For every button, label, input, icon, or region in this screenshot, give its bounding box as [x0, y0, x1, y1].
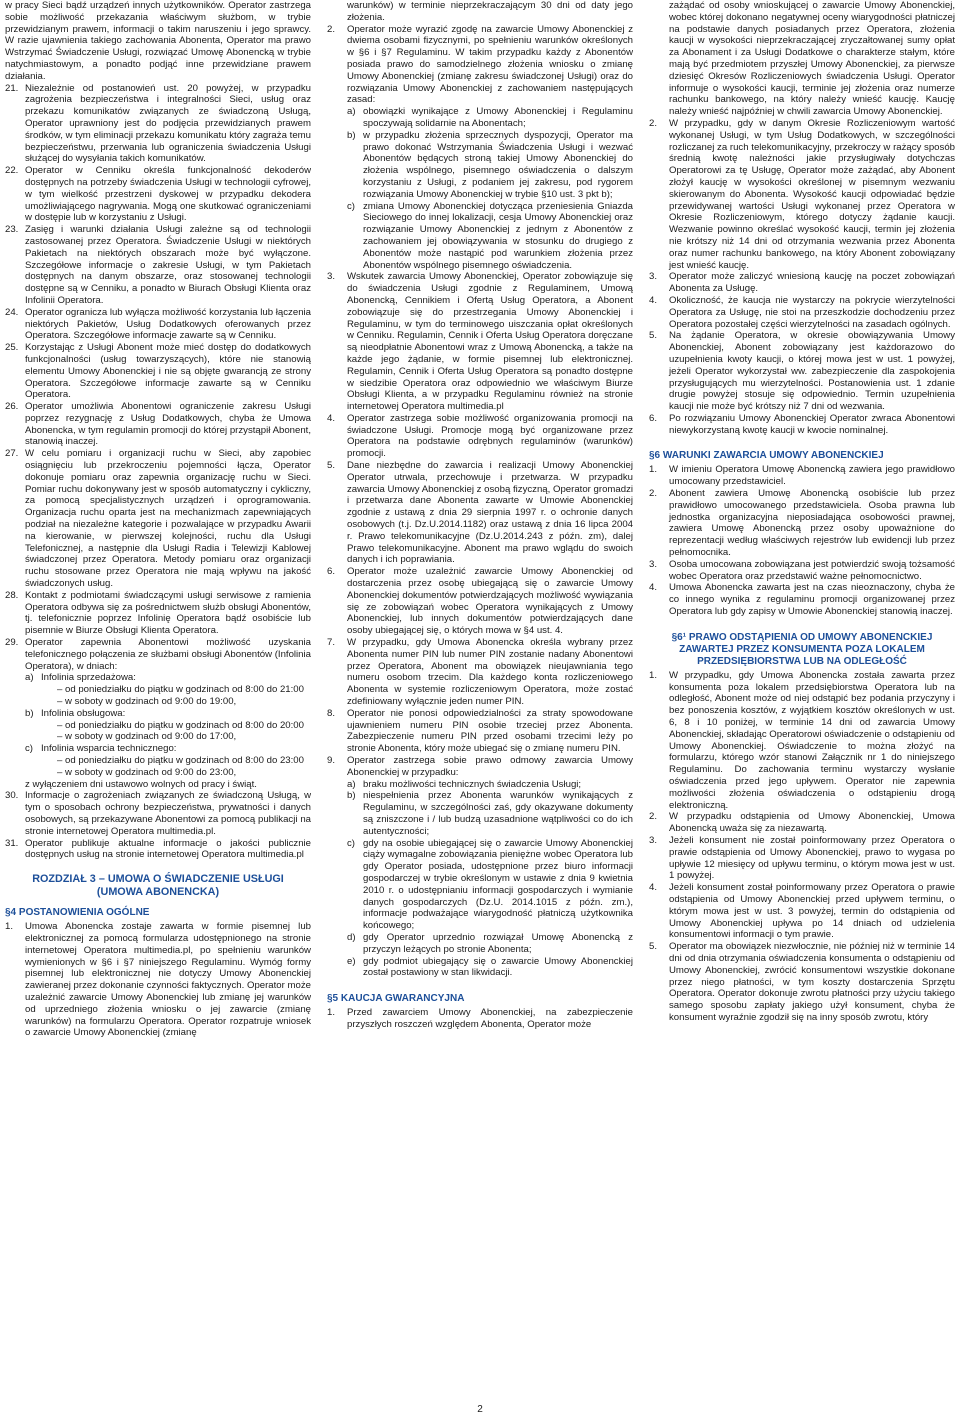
hours-line: – w soboty w godzinach od 9:00 do 17:00,: [57, 731, 237, 743]
item-text: Korzystając z Usługi Abonent może mieć dostęp do dodatkowych funkcjonalności (usług towarzyszących), które nie stanowią elementu Umowy Abonenckiej i nie są objęte gwarancją ze strony Operatora. Szczegółowe informacje zawarte są w Cenniku Operatora.: [25, 342, 311, 401]
sub-body: [41, 743, 311, 778]
item-text: Wskutek zawarcia Umowy Abonenckiej, Operator zobowiązuje się do świadczenia Usługi zgodnie z Regulaminem, Umową Abonencką, Cennikiem i Ofertą Usług Operatora, a Abonent zobowiązuje się do przestrzegania Umowy Abonenckiej i Regulaminu, w tym do terminowego uiszczania opłat określonych w Cenniku. Regulamin, Cennik i Oferta Usług Operatora doręczane są nieodpłatnie Abonentowi wraz z Umową Abonencką, a także na każde jego żądanie, w formie pisemnej lub elektronicznej. Regulamin, Cennik i Oferta Usług Operatora są ponadto dostępne w siedzibie Operatora oraz odpowiednio we właściwym Biurze Obsługi Klienta, a w przypadku Regulaminu również na stronie internetowej Operatora multimedia.pl: [347, 271, 633, 413]
item-text: Operator ma obowiązek niezwłocznie, nie później niż w terminie 14 dni od dnia otrzymania oświadczenia konsumenta o odstąpieniu od Umowy Abonenckiej, zwrócić konsumentowi wszystkie dokonane przez niego płatności, w tym koszty dostarczenia Sprzętu Operatora. Operator dokonuje zwrotu płatności przy użyciu takiego samego sposobu zapłaty jakiego użył konsument, chyba że konsument wyraźnie zgodził się na inny sposób zwrotu, który: [669, 941, 955, 1023]
list-item: [649, 271, 955, 295]
item-text: Kontakt z podmiotami świadczącymi usługi serwisowe z ramienia Operatora odbywa się za pośrednictwem służb obsługi Abonentów, tj. telefonicznie poprzez Infolinię Operatora bądź osobiście lub pisemnie w Biurze Obsługi Klienta Operatora.: [25, 589, 311, 637]
sub-letter: c): [25, 743, 33, 755]
list-item: [649, 488, 955, 559]
sub-item: [347, 956, 633, 980]
chapter-subtitle: (UMOWA ABONENCKA): [96, 886, 220, 899]
list-item: [649, 835, 955, 882]
item-number: 3.: [649, 835, 658, 846]
list-item: [5, 83, 311, 166]
sub-letter: a): [347, 106, 356, 118]
item-number: 2.: [649, 117, 658, 129]
item-number: 3.: [649, 558, 658, 570]
chapter-heading: [5, 873, 311, 899]
list-item: [649, 295, 955, 330]
list-item: [649, 670, 955, 812]
list-item: [327, 708, 633, 755]
item-text: Operator może uzależnić zawarcie Umowy Abonenckiej od dostarczenia przez osobę ubiegającą się o zawarcie Umowy Abonenckiej dokumentów potwierdzających możliwość wywiązania się ze zobowiązań wobec Operatora wynikających z Umowy Abonenckiej, lub innych dokumentów potwierdzających dane osoby ubiegającej się, o których mowa w §4 ust. 4.: [347, 566, 633, 637]
sub-item: [347, 790, 633, 837]
column-1: [5, 0, 311, 1404]
item-number: 22.: [5, 165, 19, 177]
item-text: W celu pomiaru i organizacji ruchu w Sieci, aby zapobiec osiągnięciu lub przekroczeniu pojemności łącza, Operator dokonuje pomiaru oraz zapewnia organizację ruchu w Sieci. Pomiar ruchu dokonywany jest w sposób automatyczny i cykliczny, za pomocą specjalistycznych urządzeń i oprogramowania. Organizacja ruchu oparta jest na mechanizmach zapewniających podział na niezależne kategorie i pozwalające w przypadku Awarii na kierowanie, w pierwszej kolejności, ruchu dla Usługi Telefonicznej, a następnie dla Usługi Radia i Telewizji Kablowej świadczonej przez Operatora. Metody pomiaru oraz organizacji ruchu stosowane przez Operatora nie mają wpływu na jakość świadczonych usług.: [25, 448, 311, 590]
sub-text: Infolinia sprzedażowa:: [41, 672, 136, 684]
item-number: 2.: [649, 811, 658, 823]
item-number: 30.: [5, 790, 19, 802]
list-item: [649, 882, 955, 941]
sub-text: gdy podmiot ubiegający się o zawarcie Umowy Abonenckiej został postawiony w stan likwidacji.: [363, 955, 633, 979]
item-body: [25, 637, 311, 790]
sub-body: [41, 672, 311, 707]
item-number: 21.: [5, 82, 19, 94]
item-text: Zasięg i warunki działania Usługi zależne są od technologii zastosowanej przez Operatora. Świadczenie Usługi w niektórych Pakietach na niektórych obszarach może być wyłączone. Szczegółowe informacje o zakresie Usługi, w tym Pakietach dostępnych na danym obszarze, oraz stosowanej technologii dostępne są w Cenniku, a ponadto w Biurach Obsługi Klienta oraz Infolinii Operatora.: [25, 224, 311, 306]
sub-letter: b): [347, 129, 356, 141]
item-text: Operator zapewnia Abonentowi możliwość uzyskania telefonicznego połączenia ze służbami obsługi Abonentów (Infolinia Operatora), w dniach:: [25, 637, 311, 672]
item-number: 1.: [327, 1007, 336, 1019]
sub-text: Infolinia obsługowa:: [41, 707, 126, 719]
item-number: 7.: [327, 637, 336, 649]
list-item: [327, 460, 633, 566]
list-item: [5, 838, 311, 862]
list-item: [649, 413, 955, 437]
list-item: [5, 637, 311, 790]
item-text: Operator może wyrazić zgodę na zawarcie Umowy Abonenckiej z dwiema osobami fizycznymi, po spełnieniu warunków określonych w §6 i §7 Regulaminu. W takim przypadku każdy z Abonentów posiada prawo do samodzielnego złożenia wniosku o zmianę Umowy Abonenckiej (zmianę zakresu świadczonej Usługi) oraz do rozwiązania Umowy Abonenckiej z zachowaniem następujących zasad:: [347, 23, 633, 106]
hours-line: – od poniedziałku do piątku w godzinach od 8:00 do 21:00: [57, 684, 304, 696]
item-number: 3.: [649, 271, 658, 283]
sub-item: [25, 672, 311, 707]
hours-line: – od poniedziałku do piątku w godzinach od 8:00 do 23:00: [57, 755, 304, 766]
sub-item: [25, 708, 311, 743]
item-text: Umowa Abonencka zostaje zawarta w formie pisemnej lub elektronicznej za pomocą formularza udostępnionego na stronie internetowej Operatora multimedia.pl, po spełnieniu warunków wymienionych w §6 i §7 niniejszego Regulaminu. Wymóg formy pisemnej lub elektronicznej nie dotyczy Umowy Abonenckiej zawieranej przez dokonanie czynności faktycznych. Operator może uzależnić zawarcie Umowy Abonenckiej lub zmianę jej warunków od uprzedniego złożenia wniosku o jej zawarcie (zmianę warunków) na formularzu Operatora. Operator rozpatruje wniosek o zawarcie Umowy Abonenckiej (zmianę: [25, 921, 311, 1039]
list-item: [649, 464, 955, 488]
item-text: Okoliczność, że kaucja nie wystarczy na pokrycie wierzytelności Operatora za Usługę, nie stoi na przeszkodzie dochodzeniu przez Operatora pozostałej części wierzytelności na zasadach ogólnych.: [669, 294, 955, 330]
sub-letter: a): [25, 672, 34, 684]
item-number: 31.: [5, 837, 19, 849]
item-text: Operator publikuje aktualne informacje o jakości publicznie dostępnych usług na stronie internetowej Operatora multimedia.pl: [25, 837, 311, 861]
list-item: [5, 401, 311, 448]
sub-text: gdy na osobie ubiegającej się o zawarcie Umowy Abonenckiej ciąży wymagalne zobowiązania pieniężne wobec Operatora lub gdy Operator posiada, udostępnione przez biuro informacji gospodarczej w trybie określonym w ustawie z dnia 9 kwietnia 2010 r. o udostępnianiu informacji gospodarczych i wymianie danych gospodarczych (Dz.U. 2014.1015 z późn. zm.), informacje podważające wiarygodność płatniczą użytkownika końcowego;: [363, 837, 633, 932]
item-number: 25.: [5, 342, 19, 354]
sub-letter: a): [347, 778, 356, 790]
list-item: [327, 1007, 633, 1031]
list-item: [5, 307, 311, 342]
item-number: 6.: [327, 566, 336, 578]
item-number: 6.: [649, 412, 658, 424]
item-number: 28.: [5, 589, 19, 601]
list-item: [649, 118, 955, 271]
sub-text: niespełnienia przez Abonenta warunków wynikających z Regulaminu, w szczególności zaś, gdy okazywane dokumenty są zniszczone i / lub budzą uzasadnione wątpliwości co do ich autentyczności;: [363, 790, 633, 837]
sub-text: zmiana Umowy Abonenckiej dotycząca przeniesienia Gniazda Sieciowego do innej lokalizacji, cesja Umowy Abonenckiej oraz rozwiązanie Umowy Abonenckiej z jednym z Abonentów z zachowaniem jej obowiązywania w stosunku do drugiego z Abonentów może nastąpić pod warunkiem złożenia przez Abonentów wspólnego pisemnego oświadczenia.: [363, 200, 633, 271]
list-item: [5, 224, 311, 307]
item-body: [347, 24, 633, 272]
item-text: W przypadku, gdy Umowa Abonencka określa wybrany przez Abonenta numer PIN lub numer PIN zostanie nadany Abonentowi przez Operatora, Abonent ma obowiązek nieujawniania tego numeru osobom trzecim. Dla każdego konta rozliczeniowego Abonenta w systemie rozliczeniowym Operatora, może zostać zdefiniowany wyłącznie jeden numer PIN.: [347, 637, 633, 708]
sub-letter: c): [347, 837, 355, 849]
sub-letter: d): [347, 931, 356, 943]
list-item: [327, 566, 633, 637]
item-text: Operator ogranicza lub wyłącza możliwość korzystania lub łączenia niektórych Pakietów, Usług Dodatkowych oferowanych przez Operatora. Szczegółowe informacje zawarte są w Cenniku.: [25, 306, 311, 342]
item-text: W przypadku, gdy w danym Okresie Rozliczeniowym wartość wykonanej Usługi, w tym Usług Dodatkowych, w szczególności rozliczanej za ruch telekomunikacyjny, przekroczy w rażący sposób średnią kwotę należności jakie przysługiwały dotychczas Operatorowi za tę Usługę, Operator może zażądać, aby Abonent złożył kaucję w wysokości określonej w pisemnym wezwaniu skierowanym do Abonenta. Wysokość kaucji odpowiadać będzie przewidywanej wartości Usługi wykonanej przez Operatora w Okresie Rozliczeniowym, którego dotyczy żądanie kaucji. Wezwanie powinno określać wysokość kaucji, termin jej złożenia nie krótszy niż 14 dni od otrzymania wezwania przez Abonenta oraz numer rachunku bankowego, na który Abonent zobowiązany jest wnieść kaucję.: [669, 117, 955, 271]
list-item: [327, 637, 633, 708]
sub-text: braku możliwości technicznych świadczenia Usługi;: [363, 778, 582, 790]
item-number: 2.: [649, 488, 658, 500]
item-number: 1.: [649, 464, 658, 476]
item-text: Operator w Cenniku określa funkcjonalność dekoderów dostępnych na potrzeby świadczenia Usługi w technologii cyfrowej, w tym wielkość przestrzeni dyskowej w przypadku dekodera umożliwiającego nagrywania. Mogą one skutkować ograniczeniami w dostępie lub w korzystaniu z Usługi.: [25, 165, 311, 224]
item-text: Dane niezbędne do zawarcia i realizacji Umowy Abonenckiej Operator utrwala, przechowuje i przetwarza. W przypadku zawarcia Umowy Abonenckiej z osobą fizyczną, Operator gromadzi i przetwarza dane Abonenta zawarte w Umowie Abonenckiej zgodnie z ustawą z dnia 29 sierpnia 1997 r. o ochronie danych osobowych (t.j. Dz.U.2014.1182) oraz ustawą z dnia 16 lipca 2004 r. Prawo telekomunikacyjne (Dz.U.2014.243 z późn. zm), dalej Prawo telekomunikacyjne. Abonent ma prawo wglądu do swoich danych i ich poprawiania.: [347, 460, 633, 566]
item-text: Osoba umocowana zobowiązana jest potwierdzić swoją tożsamość wobec Operatora oraz przedstawić ważne pełnomocnictwo.: [669, 558, 955, 582]
list-item: [649, 559, 955, 583]
list-item: [327, 413, 633, 460]
item-text: Niezależnie od postanowień ust. 20 powyżej, w przypadku zagrożenia bezpieczeństwa i integralności Sieci, usług oraz przekazu komunikatów związanych ze świadczoną Usługą, Operator uprawniony jest do podjęcia przewidzianych prawem środków, w tym eliminacji przekazu komunikatu który zagraża temu bezpieczeństwu, przerwania lub ograniczenia świadczenia Usługi służącej do wysyłania takich komunikatów.: [25, 82, 311, 165]
item-text: Umowa Abonencka zawarta jest na czas nieoznaczony, chyba że co innego wynika z regulaminu promocji organizowanej przez Operatora lub gdy zapisy w Umowie Abonenckiej stanowią inaczej.: [669, 582, 955, 618]
item-body: [347, 755, 633, 979]
hours-line: – w soboty w godzinach od 9:00 do 19:00,: [57, 696, 237, 708]
sub-item: [25, 743, 311, 778]
item-number: 2.: [327, 23, 336, 35]
section-heading: §4 POSTANOWIENIA OGÓLNE: [5, 907, 150, 919]
sub-letter: e): [347, 955, 356, 967]
sub-item: [347, 779, 633, 791]
item-number: 1.: [649, 669, 658, 681]
document-page: [5, 0, 955, 1404]
column-3: [649, 0, 955, 1404]
sub-item: [347, 130, 633, 201]
item-number: 4.: [649, 882, 658, 894]
list-item: [649, 941, 955, 1024]
item-number: 1.: [5, 921, 14, 933]
list-item: [649, 811, 955, 835]
paragraph: zażądać od osoby wnioskującej o zawarcie Umowy Abonenckiej, wobec której dokonano negatywnej oceny wiarygodności płatniczej na podstawie danych posiadanych przez Operatora, złożenia kaucji w wysokości nieprzekraczającej zryczałtowanej sumy opłat za Abonament i za Usługi Dodatkowe o charakterze stałym, które mają być przedmiotem przyszłej Umowy Abonenckiej, za pierwsze dziesięć Okresów Rozliczeniowych świadczenia Usługi. Operator informuje o wysokości kaucji, terminie jej złożenia oraz numerze rachunku bankowego, na który należy wnieść kaucję. Kaucję należy wnieść najpóźniej w chwili zawarcia Umowy Abonenckiej.: [669, 0, 955, 118]
paragraph: w pracy Sieci bądź urządzeń innych użytkowników. Operator zastrzega sobie możliwość przekazania właściwym służbom, w trybie przewidzianym prawem, informacji o takim naruszeniu i jego sprawcy. W razie ujawnienia takiego zachowania Abonenta, Operator ma prawo Wstrzymać Świadczenie Usługi, rozwiązać Umowę Abonencką w trybie natychmiastowym, a ponadto podjąć inne przewidziane prawem działania.: [5, 0, 311, 82]
section-heading-line: PRZEDSIĘBIORSTWA LUB NA ODLEGŁOŚĆ: [697, 655, 907, 667]
item-text: Operator zastrzega sobie prawo odmowy zawarcia Umowy Abonenckiej w przypadku:: [347, 755, 633, 778]
section-heading-line: §6¹ PRAWO ODSTĄPIENIA OD UMOWY ABONENCKIEJ: [671, 631, 933, 643]
item-number: 27.: [5, 448, 19, 460]
item-text: W przypadku, gdy Umowa Abonencka została zawarta przez konsumenta poza lokalem przedsiębiorstwa Operatora lub na odległość, Abonent może od niej odstąpić bez podania przyczyny i bez ponoszenia kosztów, z wyjątkiem kosztów określonych w ust. 6, 8 i 10 poniżej, w terminie 14 dni od zawarcia Umowy Abonenckiej, składając Operatorowi oświadczenie o odstąpieniu od Umowy Abonenckiej. Oświadczenie to można złożyć na formularzu, którego wzór stanowi Załącznik nr 1 do niniejszego Regulaminu. Do zachowania terminu wystarczy wysłanie oświadczenia przed jego upływem. Operator nie zapewnia możliwości złożenia oświadczenia o odstąpieniu drogą elektroniczną.: [669, 669, 955, 811]
item-text: W imieniu Operatora Umowę Abonencką zawiera jego prawidłowo umocowany przedstawiciel.: [669, 464, 955, 488]
section-heading: §6 WARUNKI ZAWARCIA UMOWY ABONENCKIEJ: [649, 450, 884, 462]
sub-text: Infolinia wsparcia technicznego:: [41, 743, 177, 755]
list-item: [327, 24, 633, 272]
item-text: Jeżeli konsument został poinformowany przez Operatora o prawie odstąpienia od Umowy Abonenckiej przed upływem terminu, o którym mowa jest w ust. 3 powyżej, termin do odstąpienia od Umowy Abonenckiej upływa po 14 dniach od udzielenia konsumentowi informacji o tym prawie.: [669, 882, 955, 941]
section-heading: §5 KAUCJA GWARANCYJNA: [327, 993, 465, 1005]
item-number: 8.: [327, 707, 336, 719]
sub-item: [347, 932, 633, 956]
hours-line: – od poniedziałku do piątku w godzinach od 8:00 do 20:00: [57, 719, 304, 731]
item-text: W przypadku odstąpienia od Umowy Abonenckiej, Umowa Abonencką uważa się za niezawartą.: [669, 811, 955, 835]
item-number: 9.: [327, 755, 336, 766]
item-text: Operator zastrzega sobie możliwość organizowania promocji na świadczone Usługi. Promocje mogą być organizowane przez Operatora na podstawie odrębnych regulaminów (warunków) promocji.: [347, 412, 633, 460]
sub-body: [41, 708, 311, 743]
item-text: Abonent zawiera Umowę Abonencką osobiście lub przez prawidłowo umocowanego przedstawiciela. Osoba prawna lub jednostka organizacyjna nieposiadająca osobowości prawnej, zawiera Umowę Abonencką przez osoby upoważnione do reprezentacji według właściwych rejestrów lub ewidencji lub przez pełnomocnika.: [669, 488, 955, 559]
item-number: 4.: [327, 412, 336, 424]
item-text: Operator umożliwia Abonentowi ograniczenie zakresu Usługi poprzez rezygnację z Usług Dodatkowych, chyba że Umowa Abonencka, w tym regulamin promocji do której przystąpił Abonent, stanowią inaczej.: [25, 401, 311, 448]
list-item: [5, 590, 311, 637]
sub-item: [347, 201, 633, 272]
item-number: 3.: [327, 271, 336, 283]
list-item: [649, 582, 955, 617]
item-text: Po rozwiązaniu Umowy Abonenckiej Operator zwraca Abonentowi niewykorzystaną kwotę kaucji w kwocie nominalnej.: [669, 412, 955, 436]
hours-line: – w soboty w godzinach od 9:00 do 23:00,: [57, 766, 237, 778]
item-text: Jeżeli konsument nie został poinformowany przez Operatora o prawie odstąpienia od Umowy Abonenckiej, prawo to wygasa po upływie 12 miesięcy od upływu terminu, o którym mowa jest w ust. 1 powyżej.: [669, 835, 955, 882]
section-heading: [649, 632, 955, 668]
list-item: [5, 790, 311, 837]
item-text: Operator nie ponosi odpowiedzialności za straty spowodowane ujawnieniem numeru PIN osobie trzeciej przez Abonenta. Zabezpieczenie numeru PIN przed osobami trzecimi leży po stronie Abonenta, który może ubiegać się o zmianę numeru PIN.: [347, 707, 633, 755]
column-2: [327, 0, 633, 1404]
sub-item: [347, 106, 633, 130]
item-number: 5.: [327, 460, 336, 472]
item-number: 26.: [5, 401, 19, 413]
item-text: Informacje o zagrożeniach związanych ze świadczoną Usługą, w tym o sposobach ochrony bezpieczeństwa, prywatności i danych osobowych, są przekazywane Abonentowi za pomocą publikacji na stronie internetowej Operatora multimedia.pl.: [25, 790, 311, 837]
page-number: 2: [477, 1404, 483, 1415]
item-number: 5.: [649, 330, 658, 342]
section-heading-line: ZAWARTEJ PRZEZ KONSUMENTA POZA LOKALEM: [679, 643, 925, 655]
item-text: Na żądanie Operatora, w okresie obowiązywania Umowy Abonenckiej, Abonent zobowiązany jest każdorazowo do uzupełnienia kwoty kaucji, o której mowa jest w ust. 1 powyżej, jeżeli Operator wykorzystał ww. zabezpieczenie dla zaspokojenia przysługujących mu wierzytelności. Postanowienia ust. 1 zdanie drugie powyżej stosuje się odpowiednio. Termin uzupełnienia kaucji nie może być krótszy niż 7 dni od wezwania.: [669, 330, 955, 413]
item-text: Przed zawarciem Umowy Abonenckiej, na zabezpieczenie przyszłych roszczeń względem Abonenta, Operator może: [347, 1007, 633, 1030]
item-number: 24.: [5, 306, 19, 318]
item-number: 23.: [5, 224, 19, 236]
item-number: 29.: [5, 637, 19, 649]
sub-text: w przypadku złożenia sprzecznych dyspozycji, Operator ma prawo dokonać Wstrzymania Świadczenia Usługi i wezwać Abonentów będących stroną takiej Umowy Abonenckiej do złożenia wspólnego, pisemnego oświadczenia o dalszym korzystaniu z Usługi, z podaniem jej zakresu, pod rygorem rozwiązania Umowy Abonenckiej w trybie §10 ust. 3 pkt b);: [363, 129, 633, 200]
item-number: 4.: [649, 294, 658, 306]
item-number: 5.: [649, 941, 658, 953]
hours-tail: z wyłączeniem dni ustawowo wolnych od pracy i świąt.: [25, 778, 257, 790]
sub-letter: c): [347, 200, 355, 212]
list-item: [5, 342, 311, 401]
sub-letter: b): [25, 707, 34, 719]
chapter-title: ROZDZIAŁ 3 – UMOWA O ŚWIADCZENIE USŁUGI: [32, 873, 284, 886]
list-item: [5, 921, 311, 1039]
paragraph: warunków) w terminie nieprzekraczającym 30 dni od daty jego złożenia.: [347, 0, 633, 23]
item-number: 4.: [649, 582, 658, 594]
sub-text: gdy Operator uprzednio rozwiązał Umowę Abonencką z przyczyn leżących po stronie Abonenta;: [363, 931, 633, 955]
sub-item: [347, 838, 633, 932]
list-item: [327, 755, 633, 979]
list-item: [5, 448, 311, 590]
sub-letter: b): [347, 790, 356, 802]
list-item: [327, 271, 633, 413]
item-text: Operator może zaliczyć wniesioną kaucję na poczet zobowiązań Abonenta za Usługę.: [669, 271, 955, 295]
sub-text: obowiązki wynikające z Umowy Abonenckiej i Regulaminu spoczywają solidarnie na Abonentach;: [363, 106, 633, 129]
list-item: [649, 330, 955, 413]
list-item: [5, 165, 311, 224]
